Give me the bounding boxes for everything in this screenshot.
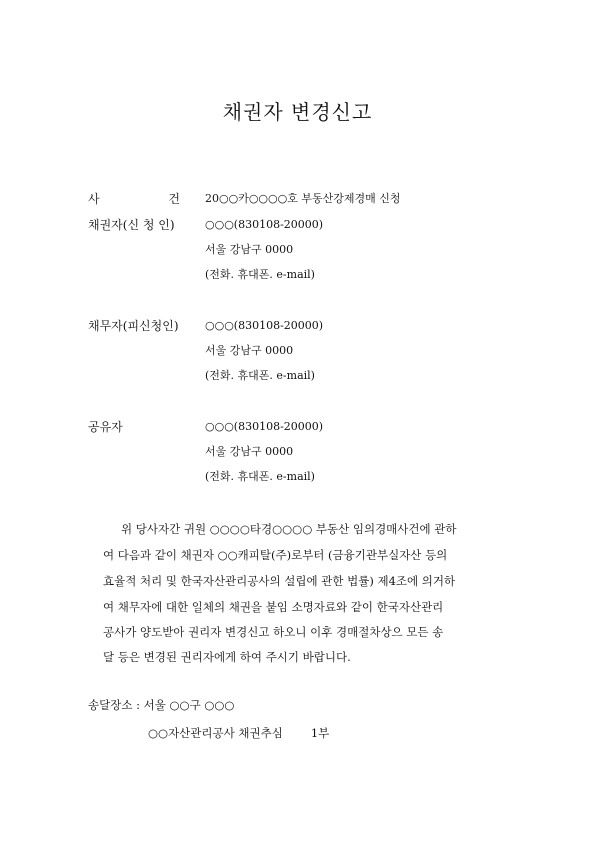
recipient-name: ○○자산관리공사 채권추심 bbox=[148, 726, 283, 740]
body-line: 여 채무자에 대한 일체의 채권을 붙임 소명자료와 같이 한국자산관리 bbox=[103, 600, 444, 614]
creditor-label: 채권자(신 청 인) bbox=[88, 218, 175, 232]
debtor-contact: (전화. 휴대폰. e-mail) bbox=[205, 369, 315, 382]
debtor-address: 서울 강남구 0000 bbox=[205, 344, 294, 357]
delivery-address: 송달장소 : 서울 ○○구 ○○○ bbox=[88, 698, 235, 712]
creditor-address: 서울 강남구 0000 bbox=[205, 243, 294, 256]
document-title: 채권자 변경신고 bbox=[222, 100, 373, 124]
body-line: 효율적 처리 및 한국자산관리공사의 설립에 관한 법률) 제4조에 의거하 bbox=[103, 574, 456, 588]
body-line: 여 다음과 같이 채권자 ○○캐피탈(주)로부터 (금융기관부실자산 등의 bbox=[103, 548, 448, 562]
body-line: 위 당사자간 귀원 ○○○○타경○○○○ 부동산 임의경매사건에 관하 bbox=[121, 522, 457, 536]
case-label-right: 건 bbox=[168, 192, 180, 206]
case-label-left: 사 bbox=[88, 192, 100, 206]
case-value: 20○○카○○○○호 부동산강제경매 신청 bbox=[205, 192, 401, 205]
co-owner-address: 서울 강남구 0000 bbox=[205, 445, 294, 458]
case-label bbox=[88, 191, 180, 207]
debtor-name: ○○○(830108-20000) bbox=[205, 319, 324, 332]
debtor-label: 채무자(피신청인) bbox=[88, 319, 179, 333]
body-line: 달 등은 변경된 권리자에게 하여 주시기 바랍니다. bbox=[103, 650, 351, 664]
creditor-contact: (전화. 휴대폰. e-mail) bbox=[205, 268, 315, 281]
body-line: 공사가 양도받아 권리자 변경신고 하오니 이후 경매절차상으 모든 송 bbox=[103, 625, 444, 639]
co-owner-contact: (전화. 휴대폰. e-mail) bbox=[205, 470, 315, 483]
recipient-copies: 1부 bbox=[310, 726, 330, 740]
co-owner-label: 공유자 bbox=[88, 420, 123, 434]
co-owner-name: ○○○(830108-20000) bbox=[205, 420, 324, 433]
creditor-name: ○○○(830108-20000) bbox=[205, 218, 324, 231]
recipient-line bbox=[148, 725, 329, 741]
